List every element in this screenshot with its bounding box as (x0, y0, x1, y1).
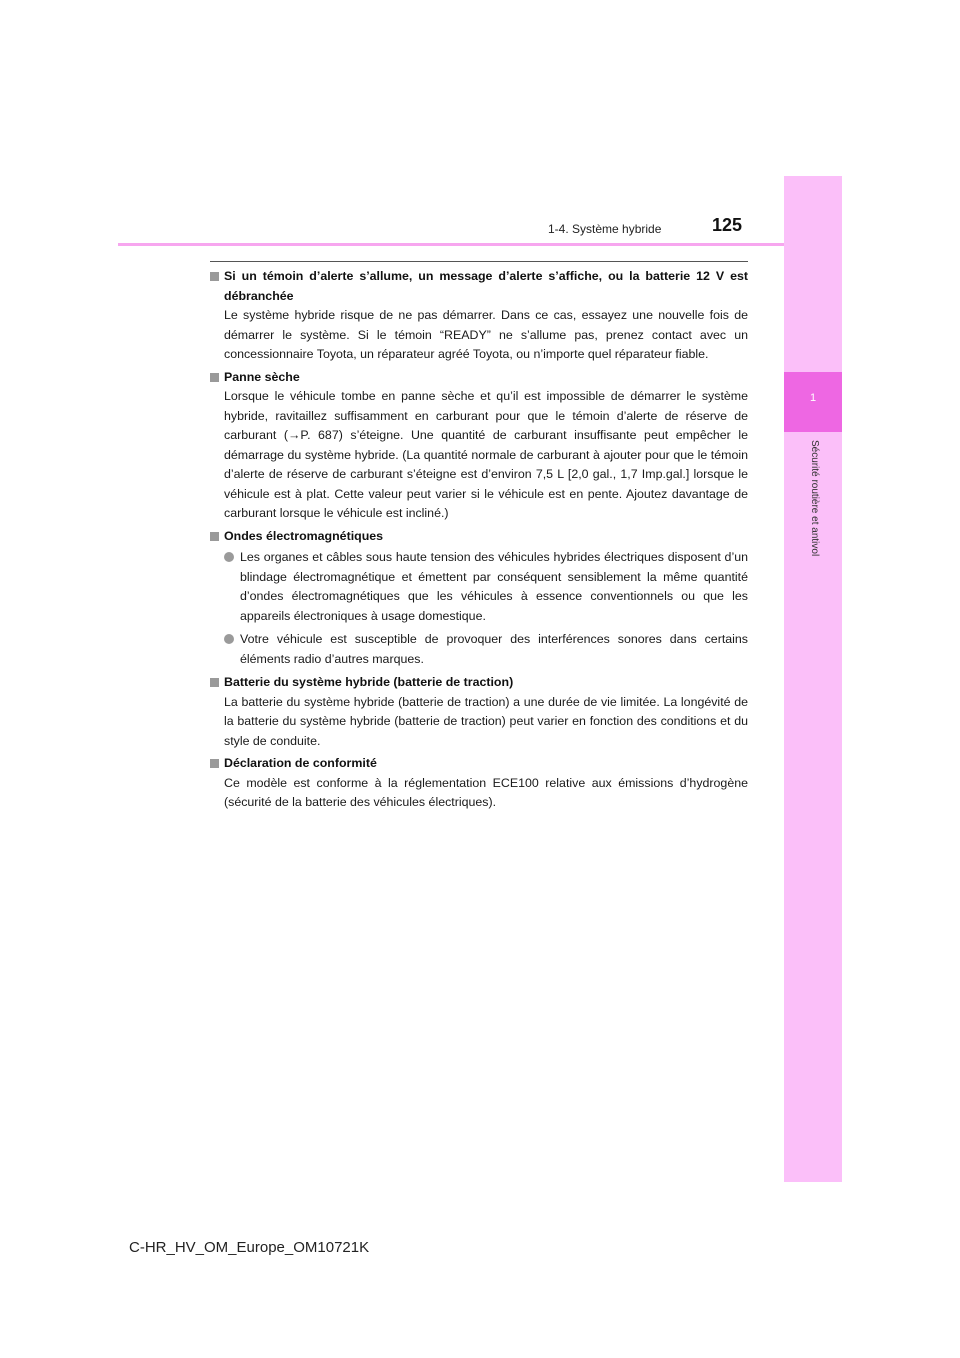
square-bullet-icon (210, 272, 219, 281)
section-heading: Panne sèche (224, 369, 300, 384)
header-divider (118, 243, 784, 246)
chapter-side-tab (784, 176, 842, 1182)
section-body: Le système hybride risque de ne pas démarrer. Dans ce cas, essayez une nouvelle fois de démarrer le système. Si le témoin “READY” ne s’allume pas, prenez contact avec un concessionnaire Toyota, un réparateur agréé Toyota, ou n’importe quel réparateur fiable. (224, 308, 748, 361)
section-heading: Si un témoin d’alerte s’allume, un message d’alerte s’affiche, ou la batterie 12 V est débranchée (224, 269, 748, 303)
round-bullet-icon (224, 552, 234, 562)
section-panne-seche (210, 368, 748, 524)
header-section-title: 1-4. Système hybride (548, 222, 662, 236)
list-item: Les organes et câbles sous haute tension des véhicules hybrides électriques disposent d’un blindage électromagnétique et émettent par conséquent sensiblement la même quantité d’ondes électromagnétiques que les véhicules à essence conventionnels ou que les appareils électroniques à usage domestique. (224, 548, 748, 626)
chapter-number: 1 (784, 372, 842, 432)
section-conformite (210, 754, 748, 813)
section-heading: Batterie du système hybride (batterie de traction) (224, 675, 514, 689)
section-ondes (210, 527, 748, 670)
section-batterie (210, 673, 748, 751)
document-code: C-HR_HV_OM_Europe_OM10721K (129, 1239, 370, 1256)
chapter-label: Sécurité routière et antivol (809, 440, 820, 557)
content-top-rule (210, 261, 748, 262)
section-body: Lorsque le véhicule tombe en panne sèche et qu’il est impossible de démarrer le système hybride, ravitaillez suffisamment en carburant pour que le témoin d’alerte de réserve de carburant (→P. 687) s’éteigne. Une quantité de carburant insuffisante peut empêcher le démarrage du système hybride. (La quantité normale de carburant à ajouter pour que le témoin d’alerte de réserve de carburant s’éteigne est d’environ 7,5 L [2,0 gal., 1,7 Imp.gal.] lorsque le véhicule est à plat. Cette valeur peut varier si le véhicule est en pente. Ajoutez davantage de carburant lorsque le véhicule est incliné.) (224, 389, 748, 520)
section-body: Ce modèle est conforme à la réglementation ECE100 relative aux émissions d’hydrogène (sécurité de la batterie des véhicules électriques). (224, 775, 748, 809)
section-body: La batterie du système hybride (batterie de traction) a une durée de vie limitée. La longévité de la batterie du système hybride (batterie de traction) peut varier en fonction des conditions et du style de conduite. (224, 694, 748, 748)
page-number: 125 (712, 215, 743, 235)
square-bullet-icon (210, 373, 219, 382)
page-content (210, 267, 748, 816)
section-warning-light (210, 267, 748, 365)
square-bullet-icon (210, 532, 219, 541)
round-bullet-icon (224, 634, 234, 644)
list-item: Votre véhicule est susceptible de provoquer des interférences sonores dans certains éléments radio d’autres marques. (224, 630, 748, 669)
square-bullet-icon (210, 678, 219, 687)
section-heading: Déclaration de conformité (224, 756, 377, 770)
section-heading: Ondes électromagnétiques (224, 528, 384, 543)
square-bullet-icon (210, 759, 219, 768)
